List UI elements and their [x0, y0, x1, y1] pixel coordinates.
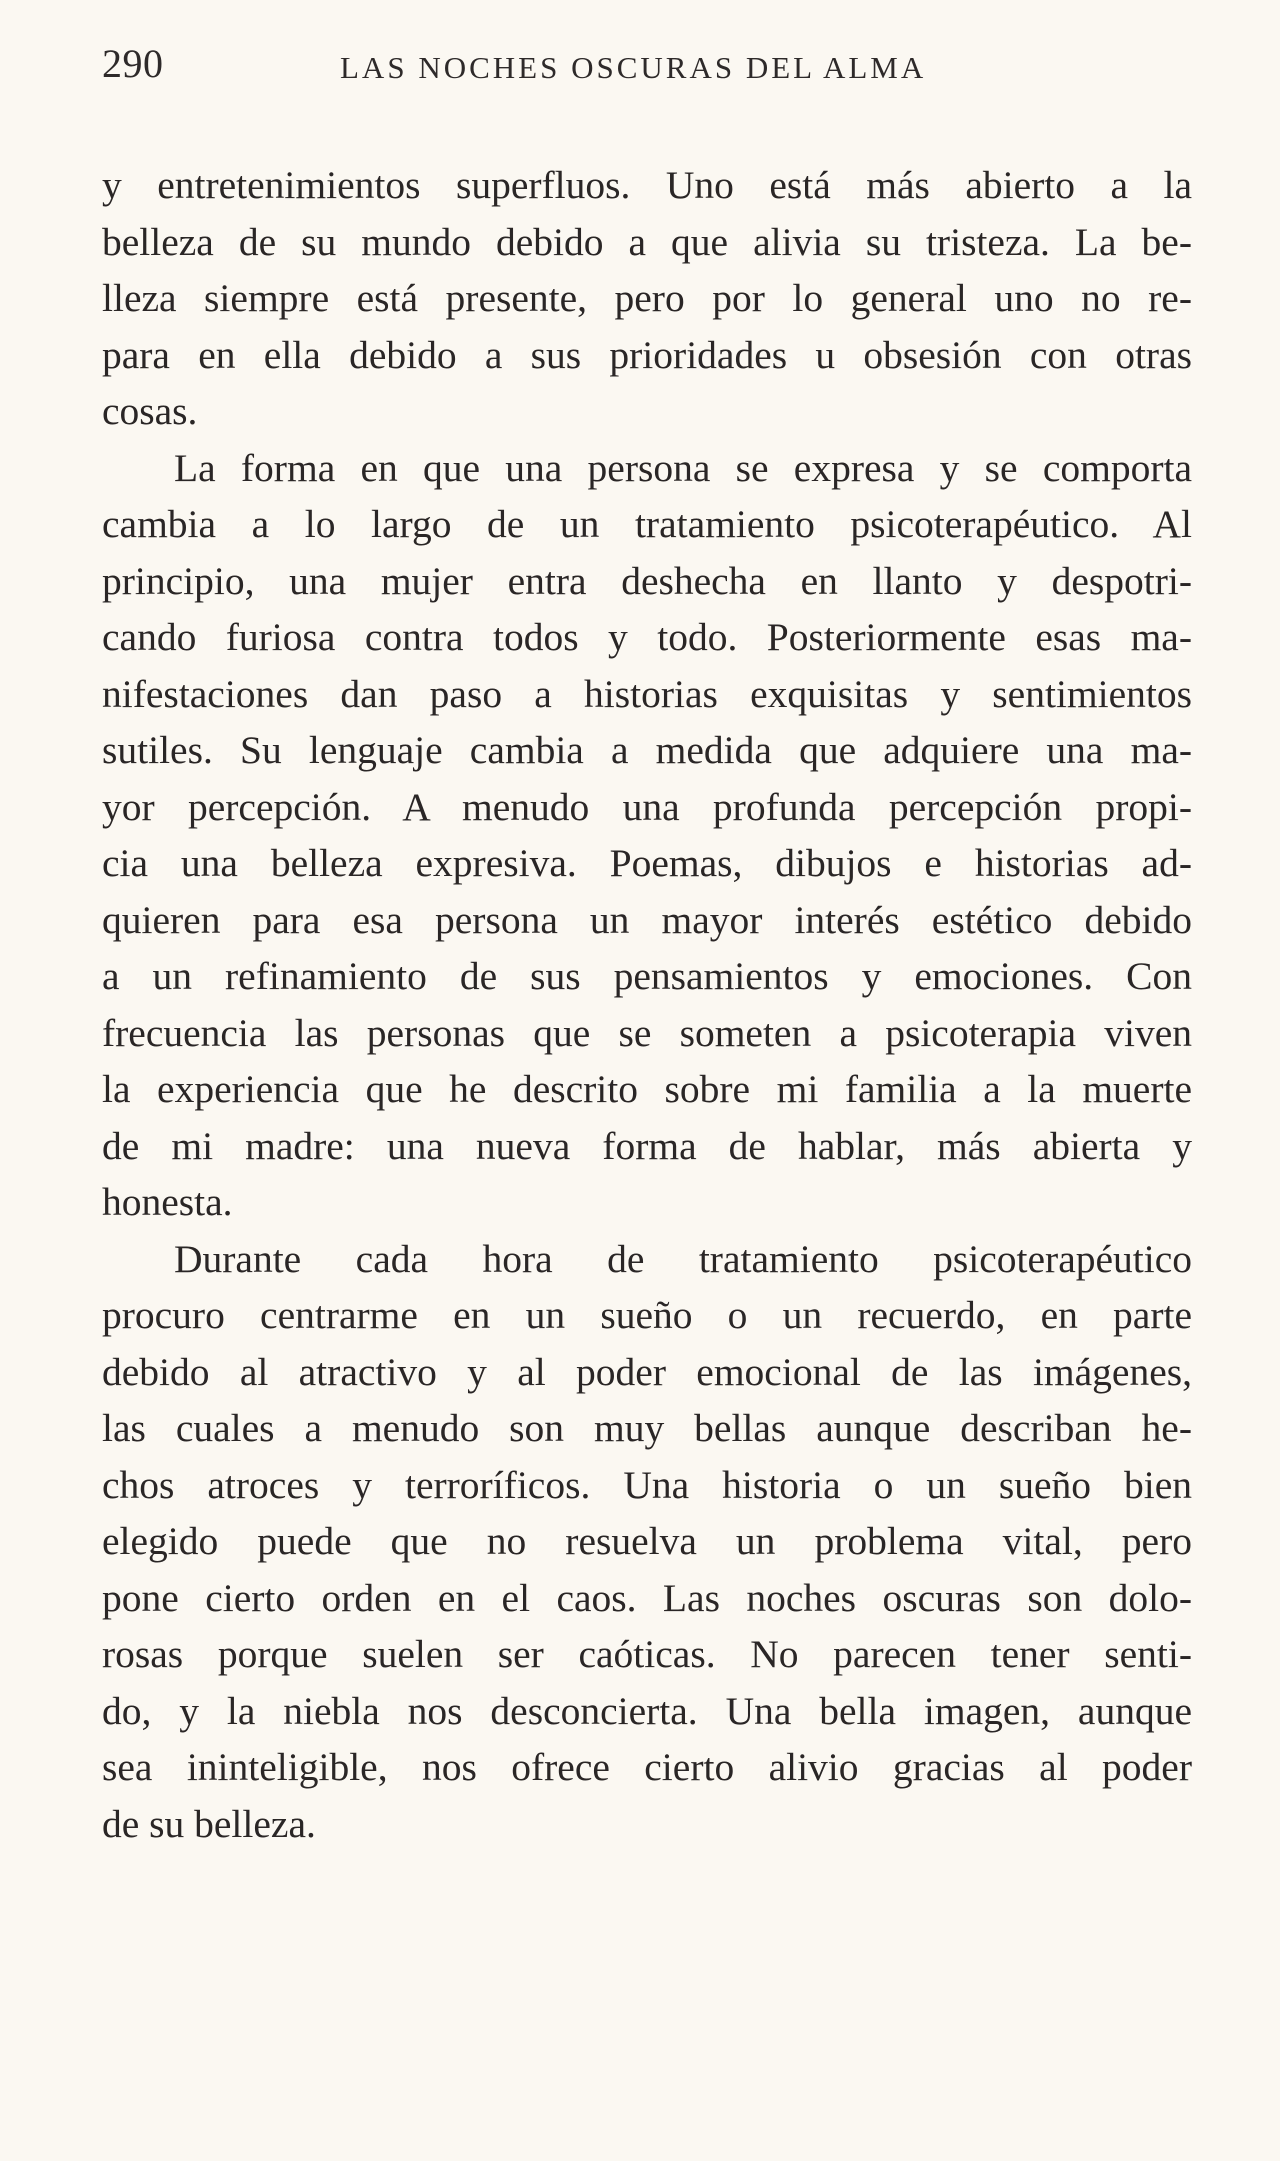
text-line: cando furiosa contra todos y todo. Posteriormente esas ma-: [102, 615, 1192, 659]
text-line: nifestaciones dan paso a historias exquisitas y sentimientos: [102, 671, 1192, 716]
text-line: honesta.: [102, 1180, 233, 1224]
text-line: pone cierto orden en el caos. Las noches oscuras son dolo-: [102, 1575, 1192, 1620]
text-line: sutiles. Su lenguaje cambia a medida que adquiere una ma-: [102, 728, 1192, 772]
text-line: cambia a lo largo de un tratamiento psicoterapéutico. Al: [102, 502, 1192, 546]
text-line: de su belleza.: [102, 1801, 316, 1846]
text-line: frecuencia las personas que se someten a psicoterapia viven: [102, 1010, 1192, 1055]
text-line: do, y la niebla nos desconcierta. Una bella imagen, aunque: [102, 1688, 1192, 1733]
text-line: chos atroces y terroríficos. Una historia o un sueño bien: [102, 1462, 1192, 1507]
running-title: LAS NOCHES OSCURAS DEL ALMA: [340, 50, 927, 85]
page-number: 290: [102, 41, 164, 86]
text-line: y entretenimientos superfluos. Uno está más abierto a la: [102, 163, 1192, 207]
text-line: Durante cada hora de tratamiento psicoterapéutico: [174, 1236, 1192, 1281]
paragraph-3: [102, 1231, 1192, 1853]
text-line: cosas.: [102, 389, 198, 433]
text-line: principio, una mujer entra deshecha en llanto y despotri-: [102, 558, 1192, 603]
text-line: cia una belleza expresiva. Poemas, dibujos e historias ad-: [102, 841, 1192, 885]
text-line: rosas porque suelen ser caóticas. No parecen tener senti-: [102, 1632, 1192, 1676]
body-text: [102, 157, 1192, 1852]
text-line: sea ininteligible, nos ofrece cierto alivio gracias al poder: [102, 1745, 1192, 1789]
text-line: belleza de su mundo debido a que alivia su tristeza. La be-: [102, 219, 1192, 264]
text-line: yor percepción. A menudo una profunda percepción propi-: [102, 784, 1192, 829]
text-line: las cuales a menudo son muy bellas aunque describan he-: [102, 1406, 1192, 1450]
text-line: debido al atractivo y al poder emocional de las imágenes,: [102, 1349, 1192, 1394]
text-line: lleza siempre está presente, pero por lo general uno no re-: [102, 276, 1192, 320]
text-line: procuro centrarme en un sueño o un recuerdo, en parte: [102, 1293, 1192, 1337]
text-line: elegido puede que no resuelva un problema vital, pero: [102, 1519, 1192, 1563]
text-line: la experiencia que he descrito sobre mi familia a la muerte: [102, 1067, 1192, 1111]
paragraph-1: [102, 157, 1192, 440]
text-line: a un refinamiento de sus pensamientos y emociones. Con: [102, 954, 1192, 998]
text-line: de mi madre: una nueva forma de hablar, más abierta y: [102, 1123, 1192, 1168]
text-line: quieren para esa persona un mayor interés estético debido: [102, 897, 1192, 942]
paragraph-2: [102, 440, 1192, 1231]
text-line: para en ella debido a sus prioridades u obsesión con otras: [102, 332, 1192, 377]
text-line: La forma en que una persona se expresa y se comporta: [174, 445, 1192, 490]
